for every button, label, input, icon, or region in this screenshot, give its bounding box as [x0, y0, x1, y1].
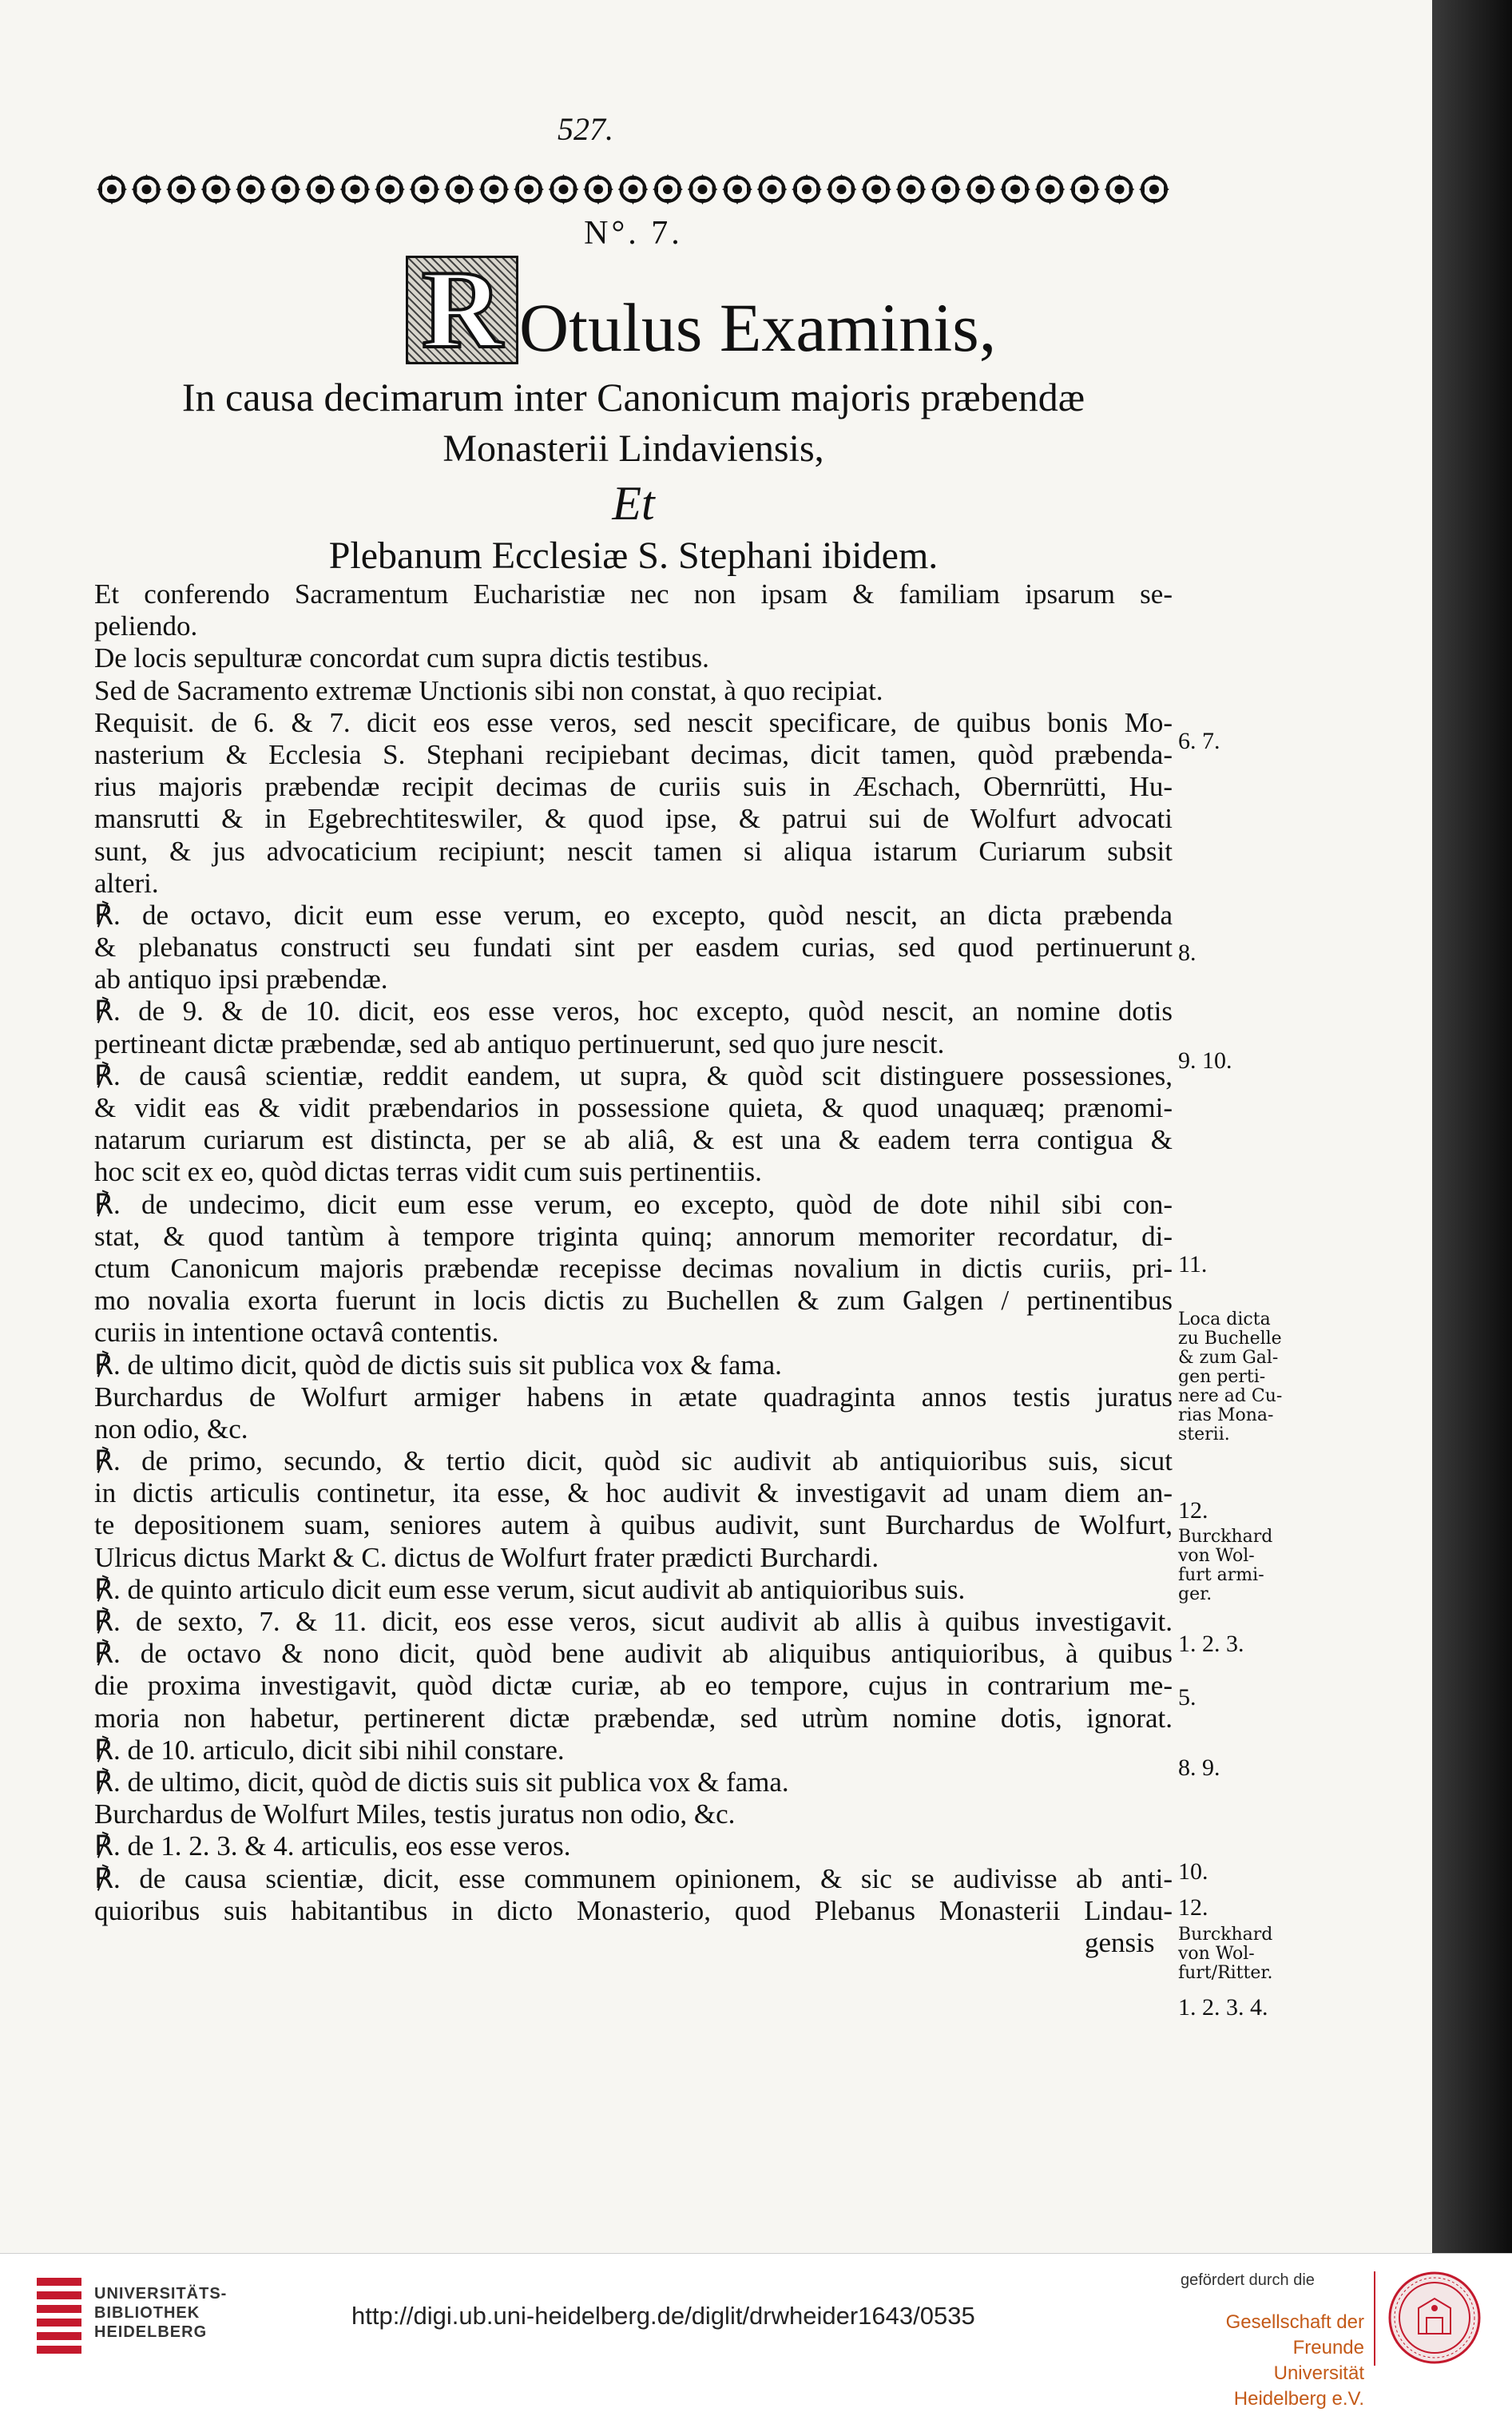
- margin-note: 5.: [1178, 1684, 1197, 1711]
- ornament-glyph: [722, 174, 752, 205]
- margin-note: 12.: [1178, 1497, 1208, 1524]
- university-seal-icon: [1387, 2270, 1482, 2366]
- text-line: ℟. de undecimo, dicit eum esse verum, eo excepto, quòd de dote nihil sibi con-: [94, 1188, 1173, 1220]
- subtitle-line-2: Monasterii Lindaviensis,: [442, 427, 824, 470]
- text-line: ℟. de ultimo, dicit, quòd de dictis suis sit publica vox & fama.: [94, 1766, 789, 1798]
- text-line: & plebanatus constructi seu fundati sint per easdem curias, sed quod pertinuerunt: [94, 932, 1173, 964]
- ornament-glyph: [1070, 174, 1100, 205]
- ornament-glyph: [340, 174, 371, 205]
- footer-divider: [1374, 2271, 1375, 2366]
- drop-cap-initial: R: [406, 256, 518, 364]
- text-line: ℟. de 10. articulo, dicit sibi nihil constare.: [94, 1734, 565, 1766]
- ornament-glyph: [653, 174, 683, 205]
- university-logo[interactable]: [37, 2278, 81, 2354]
- text-line: mansrutti & in Egebrechtiteswiler, & quod ipse, & patrui sui de Wolfurt advocati: [94, 803, 1173, 835]
- permalink-url[interactable]: http://digi.ub.uni-heidelberg.de/diglit/drwheider1643/0535: [351, 2302, 975, 2330]
- margin-gloss: Burckhard von Wol- furt armi- ger.: [1178, 1527, 1273, 1604]
- ornament-glyph: [549, 174, 579, 205]
- ornament-glyph: [688, 174, 718, 205]
- title-heading: Otulus Examinis,: [519, 289, 997, 366]
- ornament-glyph: [618, 174, 649, 205]
- text-line: moria non habetur, pertinerent dictæ præbendæ, sed utrùm nomine dotis, ignorat.: [94, 1702, 1173, 1734]
- ornament-glyph: [410, 174, 440, 205]
- ornament-glyph: [1035, 174, 1066, 205]
- text-line: ℟. de ultimo dicit, quòd de dictis suis sit publica vox & fama.: [94, 1349, 782, 1381]
- text-line: Burchardus de Wolfurt Miles, testis juratus non odio, &c.: [94, 1798, 736, 1830]
- text-line: hoc scit ex eo, quòd dictas terras vidit cum suis pertinentiis.: [94, 1156, 762, 1188]
- margin-gloss: Burckhard von Wol- furt/Ritter.: [1178, 1925, 1273, 1983]
- text-line: quioribus suis habitantibus in dicto Monasterio, quod Plebanus Monasterii Lindau-: [94, 1894, 1173, 1926]
- ornament-glyph: [132, 174, 162, 205]
- margin-note: 10.: [1178, 1858, 1208, 1885]
- text-line: die proxima investigavit, quòd dictæ curiæ, ab eo tempore, cujus in contrarium me-: [94, 1670, 1173, 1702]
- ornament-border: [94, 169, 1173, 209]
- subtitle-et: Et: [612, 477, 655, 530]
- catchword: gensis: [1085, 1926, 1155, 1958]
- text-line: rius majoris præbendæ recipit decimas de curiis suis in Æschach, Obernrütti, Hu-: [94, 771, 1173, 803]
- ornament-glyph: [966, 174, 996, 205]
- ornament-glyph: [896, 174, 927, 205]
- text-line: ℟. de 9. & de 10. dicit, eos esse veros, hoc excepto, quòd nescit, an nomine dotis: [94, 995, 1173, 1027]
- sponsor-name[interactable]: Gesellschaft der Freunde Universität Heidelberg e.V.: [1225, 2311, 1364, 2410]
- margin-note: 8.: [1178, 940, 1197, 966]
- ornament-glyph: [305, 174, 335, 205]
- text-line: ℟. de sexto, 7. & 11. dicit, eos esse veros, sicut audivit ab allis à quibus investigavit.: [94, 1606, 1173, 1637]
- text-line: ℟. de octavo, dicit eum esse verum, eo excepto, quòd nescit, an dicta præbenda: [94, 899, 1173, 931]
- ornament-glyph: [583, 174, 613, 205]
- text-line: ℟. de primo, secundo, & tertio dicit, quòd sic audivit ab antiquioribus suis, sicut: [94, 1445, 1173, 1477]
- margin-note: 8. 9.: [1178, 1754, 1220, 1781]
- text-line: pertineant dictæ præbendæ, sed ab antiquo pertinuerunt, sed quo jure nescit.: [94, 1027, 945, 1059]
- ornament-glyph: [1000, 174, 1030, 205]
- ornament-glyph: [166, 174, 196, 205]
- margin-gloss: Loca dicta zu Buchelle & zum Gal- gen perti- nere ad Cu- rias Mona- sterii.: [1178, 1309, 1283, 1444]
- text-line: Ulricus dictus Markt & C. dictus de Wolfurt frater prædicti Burchardi.: [94, 1541, 879, 1573]
- text-line: in dictis articulis continetur, ita esse, & hoc audivit & investigavit ad unam diem an-: [94, 1477, 1173, 1509]
- page-content: [94, 0, 1173, 2157]
- ornament-glyph: [1139, 174, 1169, 205]
- viewer-footer: [0, 2253, 1512, 2410]
- margin-note: 9. 10.: [1178, 1047, 1232, 1074]
- text-line: non odio, &c.: [94, 1413, 248, 1444]
- university-name[interactable]: UNIVERSITÄTS- BIBLIOTHEK HEIDELBERG: [94, 2285, 228, 2341]
- text-line: ℟. de causa scientiæ, dicit, esse communem opinionem, & sic se audivisse ab anti-: [94, 1862, 1173, 1894]
- text-line: curiis in intentione octavâ contentis.: [94, 1317, 499, 1349]
- ornament-glyph: [514, 174, 544, 205]
- text-line: ab antiquo ipsi præbendæ.: [94, 964, 388, 995]
- margin-note: 12.: [1178, 1894, 1208, 1921]
- text-line: ℟. de 1. 2. 3. & 4. articulis, eos esse veros.: [94, 1830, 571, 1862]
- ornament-glyph: [827, 174, 857, 205]
- subtitle-line-3: Plebanum Ecclesiæ S. Stephani ibidem.: [328, 534, 939, 577]
- text-line: nasterium & Ecclesia S. Stephani recipiebant decimas, dicit tamen, quòd præbenda-: [94, 738, 1173, 770]
- text-line: sunt, & jus advocaticium recipiunt; nescit tamen si aliqua istarum Curiarum subsit: [94, 835, 1173, 867]
- text-line: Burchardus de Wolfurt armiger habens in ætate quadraginta annos testis juratus: [94, 1381, 1173, 1413]
- text-line: Et conferendo Sacramentum Eucharistiæ nec non ipsam & familiam ipsarum se-: [94, 578, 1173, 610]
- text-line: De locis sepulturæ concordat cum supra dictis testibus.: [94, 642, 709, 674]
- margin-note: 6. 7.: [1178, 728, 1220, 754]
- book-edge-shadow: [1432, 0, 1512, 2253]
- text-line: & vidit eas & vidit præbendarios in possessione quieta, & quod unaquæq; prænomi-: [94, 1092, 1173, 1123]
- ornament-glyph: [757, 174, 788, 205]
- ornament-glyph: [97, 174, 127, 205]
- body-text: [94, 578, 1173, 1959]
- text-line: ℟. de quinto articulo dicit eum esse verum, sicut audivit ab antiquioribus suis.: [94, 1573, 966, 1605]
- ornament-glyph: [479, 174, 510, 205]
- text-line: alteri.: [94, 867, 159, 899]
- ornament-glyph: [444, 174, 474, 205]
- ornament-glyph: [271, 174, 301, 205]
- margin-note: 1. 2. 3.: [1178, 1631, 1244, 1657]
- margin-note: 11.: [1178, 1251, 1208, 1278]
- text-line: ℟. de octavo & nono dicit, quòd bene audivit ab aliquibus antiquioribus, à quibus: [94, 1638, 1173, 1670]
- ornament-glyph: [375, 174, 405, 205]
- text-line: natarum curiarum est distincta, per se ab aliâ, & est una & eadem terra contigua &: [94, 1124, 1173, 1156]
- text-line: peliendo.: [94, 610, 198, 642]
- subtitle-line-1: In causa decimarum inter Canonicum majoris præbendæ: [181, 375, 1085, 419]
- text-line: ctum Canonicum majoris præbendæ recepisse decimas novalium in dictis curiis, pri-: [94, 1252, 1173, 1284]
- ornament-glyph: [1105, 174, 1135, 205]
- text-line: Requisit. de 6. & 7. dicit eos esse veros, sed nescit specificare, de quibus bonis Mo-: [94, 706, 1173, 738]
- text-line: mo novalia exorta fuerunt in locis dictis zu Buchellen & zum Galgen / pertinentibus: [94, 1285, 1173, 1317]
- ornament-glyph: [201, 174, 232, 205]
- text-line: te depositionem suam, seniores autem à quibus audivit, sunt Burchardus de Wolfurt,: [94, 1509, 1173, 1541]
- margin-note: 1. 2. 3. 4.: [1178, 1994, 1268, 2021]
- text-line: stat, & quod tantùm à tempore triginta quinq; annorum memoriter recordatur, di-: [94, 1220, 1173, 1252]
- page-number: 527.: [558, 111, 613, 147]
- ornament-glyph: [931, 174, 961, 205]
- text-line: Sed de Sacramento extremæ Unctionis sibi non constat, à quo recipiat.: [94, 674, 883, 706]
- ornament-glyph: [236, 174, 266, 205]
- ornament-glyph: [861, 174, 891, 205]
- text-line: ℟. de causâ scientiæ, reddit eandem, ut supra, & quòd scit distinguere possessiones,: [94, 1059, 1173, 1091]
- document-number: N°. 7.: [584, 215, 683, 252]
- sponsor-label: gefördert durch die: [1181, 2271, 1315, 2289]
- ornament-glyph: [792, 174, 822, 205]
